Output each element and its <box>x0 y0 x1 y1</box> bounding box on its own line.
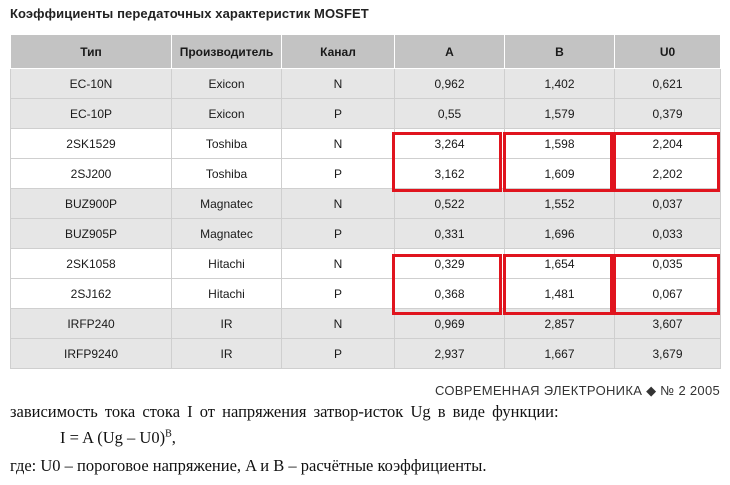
cell-channel: N <box>282 189 395 219</box>
body-text-line: зависимость тока стока I от напряжения затвор-исток Ug в виде функции: <box>10 402 559 421</box>
cell-manufacturer: Hitachi <box>172 279 282 309</box>
cell-a: 0,329 <box>395 249 505 279</box>
cell-type: 2SK1058 <box>11 249 172 279</box>
header-type: Тип <box>11 35 172 69</box>
table-row <box>11 309 721 339</box>
cell-type: EC-10P <box>11 99 172 129</box>
cell-u0: 2,204 <box>615 129 721 159</box>
cell-b: 2,857 <box>505 309 615 339</box>
cell-a: 3,162 <box>395 159 505 189</box>
formula-tail: , <box>171 428 176 447</box>
table-row <box>11 219 721 249</box>
cell-channel: N <box>282 129 395 159</box>
cell-u0: 3,679 <box>615 339 721 369</box>
cell-manufacturer: Magnatec <box>172 219 282 249</box>
table-row <box>11 189 721 219</box>
table-row <box>11 129 721 159</box>
cell-b: 1,552 <box>505 189 615 219</box>
cell-a: 0,522 <box>395 189 505 219</box>
cell-b: 1,696 <box>505 219 615 249</box>
formula-main: I = A (Ug – U0) <box>60 428 166 447</box>
cell-channel: N <box>282 309 395 339</box>
cell-u0: 0,035 <box>615 249 721 279</box>
cell-type: 2SJ200 <box>11 159 172 189</box>
cell-a: 2,937 <box>395 339 505 369</box>
cell-channel: P <box>282 279 395 309</box>
table-row <box>11 339 721 369</box>
table-row <box>11 249 721 279</box>
cell-a: 0,55 <box>395 99 505 129</box>
cell-channel: P <box>282 339 395 369</box>
cell-u0: 0,621 <box>615 69 721 99</box>
cell-type: EC-10N <box>11 69 172 99</box>
table-title: Коэффициенты передаточных характеристик MOSFET <box>10 6 369 21</box>
cell-channel: N <box>282 69 395 99</box>
cell-channel: P <box>282 219 395 249</box>
table-row <box>11 99 721 129</box>
cell-type: IRFP9240 <box>11 339 172 369</box>
cell-manufacturer: IR <box>172 339 282 369</box>
cell-u0: 3,607 <box>615 309 721 339</box>
cell-type: 2SJ162 <box>11 279 172 309</box>
formula-exponent: B <box>165 428 172 440</box>
cell-a: 0,331 <box>395 219 505 249</box>
cell-b: 1,579 <box>505 99 615 129</box>
cell-b: 1,667 <box>505 339 615 369</box>
header-u0: U0 <box>615 35 721 69</box>
cell-b: 1,402 <box>505 69 615 99</box>
cell-b: 1,481 <box>505 279 615 309</box>
cell-b: 1,598 <box>505 129 615 159</box>
publication-credit: СОВРЕМЕННАЯ ЭЛЕКТРОНИКА ◆ № 2 2005 <box>434 383 720 398</box>
cell-a: 0,969 <box>395 309 505 339</box>
cell-manufacturer: IR <box>172 309 282 339</box>
header-a: A <box>395 35 505 69</box>
cell-b: 1,609 <box>505 159 615 189</box>
cell-a: 0,368 <box>395 279 505 309</box>
cell-u0: 0,033 <box>615 219 721 249</box>
cell-channel: P <box>282 99 395 129</box>
cell-channel: P <box>282 159 395 189</box>
mosfet-coefficients-table <box>10 34 721 369</box>
cell-channel: N <box>282 249 395 279</box>
cell-type: IRFP240 <box>11 309 172 339</box>
header-b: B <box>505 35 615 69</box>
cell-u0: 0,037 <box>615 189 721 219</box>
cell-type: BUZ905P <box>11 219 172 249</box>
cell-b: 1,654 <box>505 249 615 279</box>
cell-u0: 0,379 <box>615 99 721 129</box>
cell-manufacturer: Exicon <box>172 69 282 99</box>
cell-a: 3,264 <box>395 129 505 159</box>
table-row <box>11 159 721 189</box>
body-text-line: где: U0 – пороговое напряжение, A и B – расчётные коэффициенты. <box>10 456 487 475</box>
table-row <box>11 69 721 99</box>
cell-manufacturer: Toshiba <box>172 159 282 189</box>
cell-type: 2SK1529 <box>11 129 172 159</box>
cell-u0: 0,067 <box>615 279 721 309</box>
formula <box>60 428 176 448</box>
cell-manufacturer: Exicon <box>172 99 282 129</box>
cell-a: 0,962 <box>395 69 505 99</box>
table-row <box>11 279 721 309</box>
cell-manufacturer: Toshiba <box>172 129 282 159</box>
table-header-row <box>11 35 721 69</box>
cell-type: BUZ900P <box>11 189 172 219</box>
cell-u0: 2,202 <box>615 159 721 189</box>
header-manufacturer: Производитель <box>172 35 282 69</box>
cell-manufacturer: Hitachi <box>172 249 282 279</box>
header-channel: Канал <box>282 35 395 69</box>
cell-manufacturer: Magnatec <box>172 189 282 219</box>
